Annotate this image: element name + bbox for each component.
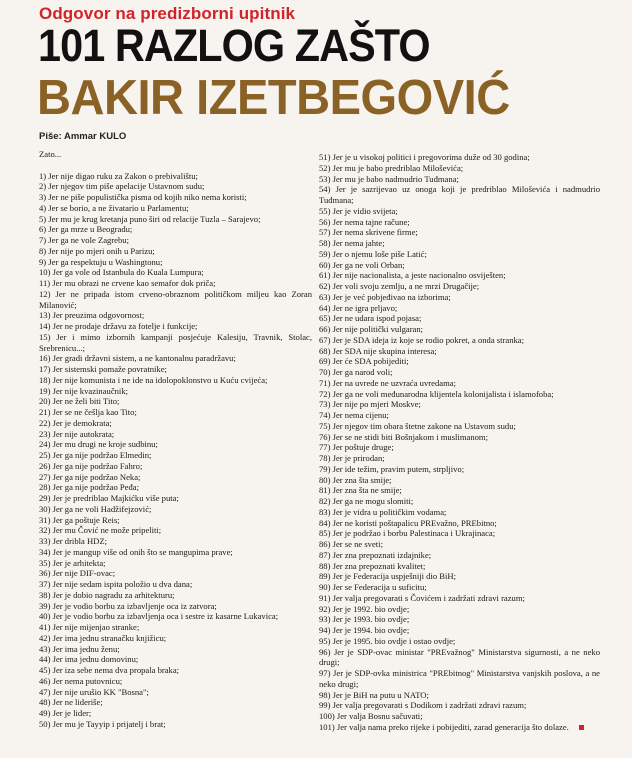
- reason-item: 13) Jer preuzima odgovornost;: [39, 310, 145, 321]
- reason-item: 18) Jer nije komunista i ne ide na idolopoklonstvo u Kuću cvijeća;: [39, 374, 268, 385]
- reason-item: 71) Jer na uvrede ne uzvraća uvredama;: [319, 377, 456, 388]
- reason-item: 66) Jer nije politički vulgaran;: [319, 324, 424, 334]
- reason-item: 21) Jer se ne češlja kao Tito;: [39, 407, 137, 417]
- reason-item: 43) Jer ima jednu ženu;: [39, 643, 120, 654]
- reason-item: 74) Jer nema cijenu;: [319, 410, 389, 420]
- headline-line-2: BAKIR IZETBEGOVIĆ: [37, 71, 510, 125]
- reason-item: 27) Jer ga nije podržao Neka;: [39, 471, 141, 482]
- reason-item: 93) Jer je 1993. bio ovdje;: [319, 614, 410, 625]
- reason-item: 51) Jer je u visokoj politici i pregovorima duže od 30 godina;: [319, 152, 530, 162]
- reason-item: 68) Jer SDA nije skupina interesa;: [319, 345, 437, 356]
- reason-item: 89) Jer je Federacija uspješniji dio BiH;: [319, 571, 456, 582]
- author-byline: Piše: Ammar KULO: [39, 131, 127, 142]
- reason-item: 72) Jer ga ne voli međunarodna klijentela kolonijalista i islamofoba;: [319, 388, 554, 399]
- reason-item: 56) Jer nema tajne račune;: [319, 216, 410, 227]
- reason-item: 78) Jer je prirodan;: [319, 453, 385, 463]
- reason-item: 15) Jer i mimo izbornih kampanji posjećuje Kalesiju, Travnik, Stolac, Srebrenicu...;: [39, 331, 312, 353]
- reasons-column-right: [319, 152, 600, 733]
- reason-item: 39) Jer je vodio borbu za izbavljenje oca iz zatvora;: [39, 600, 217, 611]
- reason-item: 7) Jer ga ne vole Zagrebu;: [39, 235, 129, 245]
- reason-item: 58) Jer nema jahte;: [319, 238, 385, 248]
- reason-item: 1) Jer nije digao ruku za Zakon o prebivalištu;: [39, 170, 198, 181]
- reason-item: 53) Jer mu je babo nadmudrio Tuđmana;: [319, 173, 459, 184]
- reason-item: 91) Jer valja pregovarati s Čovićem i zadržati zdravi razum;: [319, 592, 525, 603]
- reason-item: 82) Jer ga ne mogu slomiti;: [319, 496, 414, 506]
- reason-item: 90) Jer se Federacija u suficitu;: [319, 582, 427, 592]
- reason-item: 17) Jer sistemski pomaže povratnike;: [39, 364, 167, 374]
- reason-item: 49) Jer je lider;: [39, 708, 92, 718]
- reason-item: 29) Jer je predriblao Majkićku više puta;: [39, 493, 179, 503]
- reason-item: 83) Jer je vidra u političkim vodama;: [319, 506, 447, 517]
- reason-item: 33) Jer dribla HDZ;: [39, 536, 108, 546]
- reason-item: 32) Jer mu Čović ne može pripeliti;: [39, 525, 162, 536]
- reason-item: 12) Jer ne pripada istom crveno-obraznom političkom miljeu kao Zoran Milanović;: [39, 288, 312, 310]
- reason-item: 76) Jer se ne stidi biti Bošnjakom i muslimanom;: [319, 431, 489, 442]
- reason-item: 73) Jer nije po mjeri Moskve;: [319, 399, 421, 410]
- reason-item: 28) Jer ga nije podržao Peđa;: [39, 482, 139, 493]
- reason-item: 6) Jer ga mrze u Beogradu;: [39, 224, 133, 235]
- reason-item: 79) Jer ide težim, pravim putem, strpljivo;: [319, 463, 465, 474]
- reason-item: 14) Jer ne prodaje državu za fotelje i funkcije;: [39, 321, 198, 331]
- reason-item: 4) Jer se borio, a ne živatario u Parlamentu;: [39, 202, 189, 213]
- reason-item: 67) Jer je SDA ideja iz koje se rodio pokret, a onda stranka;: [319, 334, 524, 345]
- reason-item: 88) Jer zna prepoznati kvalitet;: [319, 560, 426, 571]
- reason-item: 9) Jer ga respektuju u Washingtonu;: [39, 256, 163, 267]
- reason-item: 70) Jer ga narod voli;: [319, 367, 393, 377]
- reason-item: 69) Jer će SDA pobijediti;: [319, 356, 409, 367]
- reason-item: 30) Jer ga ne voli Hadžifejzović;: [39, 503, 152, 514]
- reason-item: 47) Jer nije urušio KK "Bosna";: [39, 686, 149, 697]
- reason-item: 35) Jer je arhitekta;: [39, 557, 106, 568]
- reason-item: 40) Jer je vodio borbu za izbavljenja oca i sestre iz kasarne Lukavica;: [39, 611, 279, 622]
- reason-item: 57) Jer nema skrivene firme;: [319, 227, 418, 238]
- reason-item: 5) Jer mu je krug kretanja puno širi od relacije Tuzla – Sarajevo;: [39, 213, 261, 224]
- reason-item: 22) Jer je demokrata;: [39, 417, 112, 428]
- reason-item: 20) Jer ne želi biti Tito;: [39, 396, 120, 407]
- reason-item: 84) Jer ne koristi poštapalicu PREvažno, PREbitno;: [319, 517, 497, 528]
- reason-item: 60) Jer ga ne voli Orban;: [319, 259, 405, 270]
- article-kicker: Odgovor na predizborni upitnik: [39, 4, 296, 23]
- reason-item: 101) Jer valja nama preko rijeke i pobijediti, zarad generacija što dolaze.: [319, 722, 600, 733]
- reason-item: 97) Jer je SDP-ovka ministrica "PREbitnog" Ministarstva vanjskih poslova, a ne neko drugi;: [319, 668, 600, 689]
- reason-item: 100) Jer valja Bosnu sačuvati;: [319, 711, 423, 721]
- reason-item: 19) Jer nije kvazinaučnik;: [39, 385, 129, 396]
- reason-item: 61) Jer nije nacionalista, a jeste nacionalno osviješten;: [319, 270, 506, 281]
- reason-item: 8) Jer nije po mjeri onih u Parizu;: [39, 245, 155, 256]
- reason-item: 86) Jer se ne sveti;: [319, 539, 383, 549]
- reason-item: 54) Jer je sazrijevao uz onoga koji je predriblao Miloševića i nadmudrio Tuđmana;: [319, 184, 600, 205]
- reason-item: 85) Jer je podržao i borbu Palestinaca i Ukrajinaca;: [319, 528, 496, 539]
- reason-item: 98) Jer je BiH na putu u NATO;: [319, 689, 429, 700]
- reason-item: 80) Jer zna šta smije;: [319, 474, 392, 485]
- reason-item: 16) Jer gradi državni sistem, a ne kantonalnu paradržavu;: [39, 353, 236, 364]
- reason-item: 23) Jer nije autokrata;: [39, 428, 115, 439]
- reason-item: 38) Jer je dobio nagradu za arhitekturu;: [39, 589, 175, 600]
- reason-item: 65) Jer ne udara ispod pojasa;: [319, 313, 422, 324]
- reason-item: 75) Jer njegov tim obara štetne zakone na Ustavom sudu;: [319, 420, 516, 431]
- reason-item: 11) Jer mu obrazi ne crvene kao semafor dok priča;: [39, 278, 216, 288]
- reason-item: 37) Jer nije sedam ispita položio u dva dana;: [39, 579, 193, 589]
- reason-item: 55) Jer je vidio svijeta;: [319, 205, 398, 216]
- reason-item: 34) Jer je mangup više od onih što se mangupima prave;: [39, 546, 233, 557]
- reason-item: 41) Jer nije mijenjao stranke;: [39, 622, 140, 632]
- reason-item: 2) Jer njegov tim piše apelacije Ustavnom sudu;: [39, 181, 205, 192]
- reason-item: 59) Jer o njemu loše piše Latić;: [319, 248, 427, 259]
- intro-text: Zato...: [39, 149, 62, 159]
- reason-item: 26) Jer ga nije podržao Fahro;: [39, 460, 143, 471]
- reason-item: 25) Jer ga nije podržao Elmedin;: [39, 450, 152, 460]
- reason-item: 36) Jer nije DIF-ovac;: [39, 568, 116, 579]
- headline-line-1: 101 RAZLOG ZAŠTO: [38, 20, 430, 71]
- reason-item: 64) Jer ne igra prljavo;: [319, 302, 398, 313]
- reason-item: 95) Jer je 1995. bio ovdje i ostao ovdje;: [319, 635, 456, 646]
- reason-item: 63) Jer je već pobjeđivao na izborima;: [319, 291, 451, 302]
- reason-item: 92) Jer je 1992. bio ovdje;: [319, 603, 410, 614]
- reasons-column-left: [39, 149, 312, 730]
- reason-item: 31) Jer ga poštuje Reis;: [39, 514, 120, 525]
- reason-item: 77) Jer poštuje druge;: [319, 442, 394, 453]
- reason-item: 48) Jer ne lideriše;: [39, 697, 103, 708]
- reason-item: 3) Jer ne piše populistička pisma od kojih niko nema koristi;: [39, 192, 247, 202]
- reason-item: 50) Jer mu je Tayyip i prijatelj i brat;: [39, 718, 166, 729]
- reason-item: 87) Jer zna prepoznati izdajnike;: [319, 549, 432, 560]
- reason-item: 42) Jer ima jednu stranačku knjižicu;: [39, 632, 167, 643]
- reason-item: 46) Jer nema putovnicu;: [39, 675, 123, 686]
- end-mark-icon: [579, 725, 584, 730]
- reason-item: 81) Jer zna šta ne smije;: [319, 485, 402, 496]
- reason-item: 44) Jer ima jednu domovinu;: [39, 654, 139, 665]
- reason-item: 96) Jer je SDP-ovac ministar "PREvažnog" Ministarstva sigurnosti, a ne neko drugi;: [319, 646, 600, 668]
- reason-item: 45) Jer iza sebe nema dva propala braka;: [39, 665, 180, 675]
- reason-item: 52) Jer mu je babo predriblao Miloševića;: [319, 162, 464, 173]
- reason-item: 10) Jer ga vole od Istanbula do Kuala Lumpura;: [39, 267, 204, 278]
- reason-item: 24) Jer mu drugi ne kroje sudbinu;: [39, 439, 158, 450]
- reason-item: 62) Jer voli svoju zemlju, a ne mrzi Drugačije;: [319, 281, 480, 291]
- reason-item: 94) Jer je 1994. bio ovdje;: [319, 625, 410, 635]
- reason-item: 99) Jer valja pregovarati s Dodikom i zadržati zdravi razum;: [319, 700, 527, 711]
